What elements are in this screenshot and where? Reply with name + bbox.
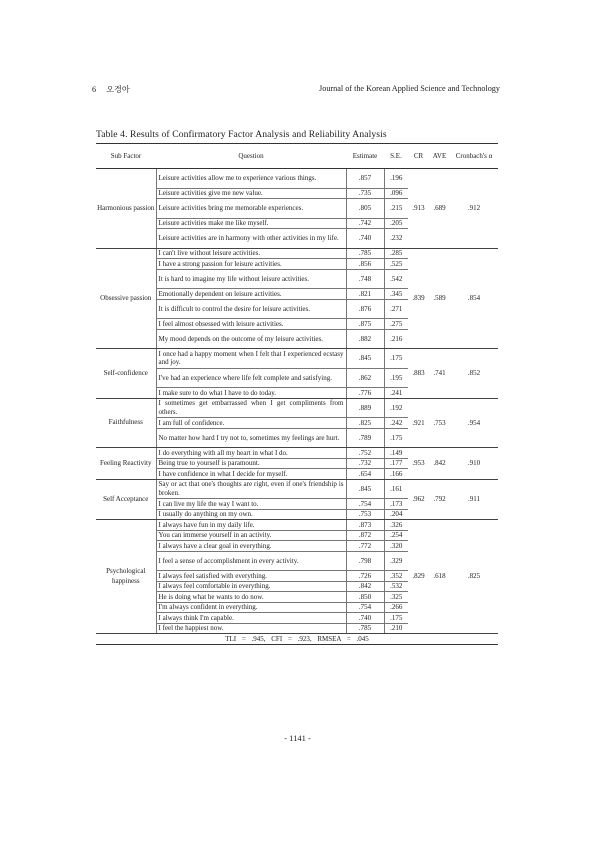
estimate-cell: .754 — [346, 499, 384, 510]
estimate-cell: .785 — [346, 623, 384, 634]
cr-cell: .921 — [408, 398, 429, 448]
alpha-cell: .910 — [450, 448, 498, 480]
question-cell: I am full of confidence. — [156, 418, 346, 429]
question-cell: Leisure activities are in harmony with other activities in my life. — [156, 229, 346, 249]
question-cell: I always have a clear goal in everything. — [156, 541, 346, 552]
estimate-cell: .872 — [346, 530, 384, 541]
question-cell: It is hard to imagine my life without leisure activities. — [156, 269, 346, 289]
question-cell: I always feel satisfied with everything. — [156, 571, 346, 582]
se-cell: .177 — [384, 458, 408, 469]
sub-factor-cell: Obsessive passion — [96, 248, 156, 349]
alpha-cell: .852 — [450, 349, 498, 399]
question-cell: I always think I'm capable. — [156, 613, 346, 624]
sub-factor-cell: Self-confidence — [96, 349, 156, 399]
col-header-estimate: Estimate — [346, 144, 384, 169]
table-row — [96, 479, 498, 499]
ave-cell: .618 — [429, 520, 450, 634]
se-cell: .242 — [384, 418, 408, 429]
cr-cell: .883 — [408, 349, 429, 399]
question-cell: You can immerse yourself in an activity. — [156, 530, 346, 541]
col-header-question: Question — [156, 144, 346, 169]
question-cell: Leisure activities allow me to experience various things. — [156, 169, 346, 189]
ave-cell: .689 — [429, 169, 450, 249]
se-cell: .326 — [384, 520, 408, 531]
question-cell: I feel a sense of accomplishment in every activity. — [156, 551, 346, 571]
se-cell: .161 — [384, 479, 408, 499]
se-cell: .525 — [384, 259, 408, 270]
table-body — [96, 169, 498, 634]
estimate-cell: .850 — [346, 592, 384, 603]
question-cell: I once had a happy moment when I felt that I experienced ecstasy and joy. — [156, 349, 346, 369]
col-header-se: S.E. — [384, 144, 408, 169]
page-footer: - 1141 - — [284, 733, 311, 743]
se-cell: .275 — [384, 319, 408, 330]
ave-cell: .589 — [429, 248, 450, 349]
estimate-cell: .654 — [346, 469, 384, 480]
question-cell: It is difficult to control the desire for leisure activities. — [156, 299, 346, 319]
question-cell: My mood depends on the outcome of my leisure activities. — [156, 329, 346, 349]
estimate-cell: .805 — [346, 199, 384, 219]
se-cell: .285 — [384, 248, 408, 259]
se-cell: .173 — [384, 499, 408, 510]
table-row — [96, 349, 498, 369]
se-cell: .232 — [384, 229, 408, 249]
se-cell: .175 — [384, 613, 408, 624]
question-cell: I have a strong passion for leisure activities. — [156, 259, 346, 270]
question-cell: I usually do anything on my own. — [156, 509, 346, 520]
se-cell: .205 — [384, 218, 408, 229]
author-name: 오경아 — [106, 85, 130, 94]
se-cell: .196 — [384, 169, 408, 189]
se-cell: .345 — [384, 289, 408, 300]
table-row — [96, 520, 498, 531]
alpha-cell: .854 — [450, 248, 498, 349]
sub-factor-cell: Faithfulness — [96, 398, 156, 448]
question-cell: I always have fun in my daily life. — [156, 520, 346, 531]
ave-cell: .741 — [429, 349, 450, 399]
question-cell: I can live my life the way I want to. — [156, 499, 346, 510]
alpha-cell: .912 — [450, 169, 498, 249]
results-table — [96, 143, 498, 645]
question-cell: No matter how hard I try not to, sometimes my feelings are hurt. — [156, 428, 346, 448]
estimate-cell: .732 — [346, 458, 384, 469]
estimate-cell: .862 — [346, 368, 384, 388]
estimate-cell: .856 — [346, 259, 384, 270]
sub-factor-cell: Feeling Reactivity — [96, 448, 156, 480]
estimate-cell: .875 — [346, 319, 384, 330]
sub-factor-cell: Self Acceptance — [96, 479, 156, 520]
estimate-cell: .742 — [346, 218, 384, 229]
se-cell: .166 — [384, 469, 408, 480]
se-cell: .216 — [384, 329, 408, 349]
estimate-cell: .740 — [346, 613, 384, 624]
estimate-cell: .789 — [346, 428, 384, 448]
table-row — [96, 448, 498, 459]
se-cell: .325 — [384, 592, 408, 603]
col-header-alpha: Cronbach's α — [450, 144, 498, 169]
question-cell: I sometimes get embarrassed when I get compliments from others. — [156, 398, 346, 418]
fit-indices-row — [96, 634, 498, 645]
se-cell: .215 — [384, 199, 408, 219]
question-cell: I feel the happiest now. — [156, 623, 346, 634]
page-number: 6 — [92, 85, 97, 94]
question-cell: I always feel comfortable in everything. — [156, 581, 346, 592]
se-cell: .271 — [384, 299, 408, 319]
estimate-cell: .754 — [346, 602, 384, 613]
col-header-ave: AVE — [429, 144, 450, 169]
ave-cell: .792 — [429, 479, 450, 520]
estimate-cell: .845 — [346, 479, 384, 499]
se-cell: .266 — [384, 602, 408, 613]
estimate-cell: .842 — [346, 581, 384, 592]
estimate-cell: .821 — [346, 289, 384, 300]
se-cell: .175 — [384, 428, 408, 448]
estimate-cell: .825 — [346, 418, 384, 429]
col-header-cr: CR — [408, 144, 429, 169]
se-cell: .241 — [384, 388, 408, 399]
estimate-cell: .857 — [346, 169, 384, 189]
alpha-cell: .825 — [450, 520, 498, 634]
estimate-cell: .752 — [346, 448, 384, 459]
sub-factor-cell: Psychological happiness — [96, 520, 156, 634]
se-cell: .175 — [384, 349, 408, 369]
question-cell: Emotionally dependent on leisure activities. — [156, 289, 346, 300]
se-cell: .320 — [384, 541, 408, 552]
table-row — [96, 248, 498, 259]
estimate-cell: .726 — [346, 571, 384, 582]
alpha-cell: .911 — [450, 479, 498, 520]
estimate-cell: .845 — [346, 349, 384, 369]
estimate-cell: .889 — [346, 398, 384, 418]
question-cell: Leisure activities make me like myself. — [156, 218, 346, 229]
estimate-cell: .748 — [346, 269, 384, 289]
se-cell: .532 — [384, 581, 408, 592]
question-cell: He is doing what he wants to do now. — [156, 592, 346, 603]
running-header-left — [92, 84, 130, 95]
estimate-cell: .735 — [346, 188, 384, 199]
table-row — [96, 398, 498, 418]
se-cell: .352 — [384, 571, 408, 582]
estimate-cell: .876 — [346, 299, 384, 319]
cr-cell: .962 — [408, 479, 429, 520]
se-cell: .204 — [384, 509, 408, 520]
ave-cell: .842 — [429, 448, 450, 480]
se-cell: .149 — [384, 448, 408, 459]
fit-indices: TLI = .945, CFI = .923, RMSEA = .045 — [96, 634, 498, 645]
estimate-cell: .772 — [346, 541, 384, 552]
se-cell: .329 — [384, 551, 408, 571]
table-header-row — [96, 144, 498, 169]
se-cell: .096 — [384, 188, 408, 199]
se-cell: .254 — [384, 530, 408, 541]
se-cell: .210 — [384, 623, 408, 634]
question-cell: I feel almost obsessed with leisure activities. — [156, 319, 346, 330]
table-caption: Table 4. Results of Confirmatory Factor Analysis and Reliability Analysis — [96, 129, 387, 140]
se-cell: .195 — [384, 368, 408, 388]
journal-title: Journal of the Korean Applied Science and Technology — [319, 84, 500, 93]
cr-cell: .839 — [408, 248, 429, 349]
question-cell: I'm always confident in everything. — [156, 602, 346, 613]
question-cell: I've had an experience where life felt complete and satisfying. — [156, 368, 346, 388]
estimate-cell: .798 — [346, 551, 384, 571]
question-cell: I have confidence in what I decide for myself. — [156, 469, 346, 480]
question-cell: I do everything with all my heart in what I do. — [156, 448, 346, 459]
cr-cell: .829 — [408, 520, 429, 634]
estimate-cell: .785 — [346, 248, 384, 259]
alpha-cell: .954 — [450, 398, 498, 448]
estimate-cell: .740 — [346, 229, 384, 249]
question-cell: Say or act that one's thoughts are right, even if one's friendship is broken. — [156, 479, 346, 499]
estimate-cell: .873 — [346, 520, 384, 531]
question-cell: I can't live without leisure activities. — [156, 248, 346, 259]
cr-cell: .913 — [408, 169, 429, 249]
question-cell: Leisure activities give me new value. — [156, 188, 346, 199]
se-cell: .542 — [384, 269, 408, 289]
estimate-cell: .776 — [346, 388, 384, 399]
question-cell: I make sure to do what I have to do today. — [156, 388, 346, 399]
table-row — [96, 169, 498, 189]
cr-cell: .953 — [408, 448, 429, 480]
question-cell: Being true to yourself is paramount. — [156, 458, 346, 469]
estimate-cell: .882 — [346, 329, 384, 349]
col-header-subfactor: Sub Factor — [96, 144, 156, 169]
estimate-cell: .753 — [346, 509, 384, 520]
sub-factor-cell: Harmonious passion — [96, 169, 156, 249]
question-cell: Leisure activities bring me memorable experiences. — [156, 199, 346, 219]
ave-cell: .753 — [429, 398, 450, 448]
se-cell: .192 — [384, 398, 408, 418]
